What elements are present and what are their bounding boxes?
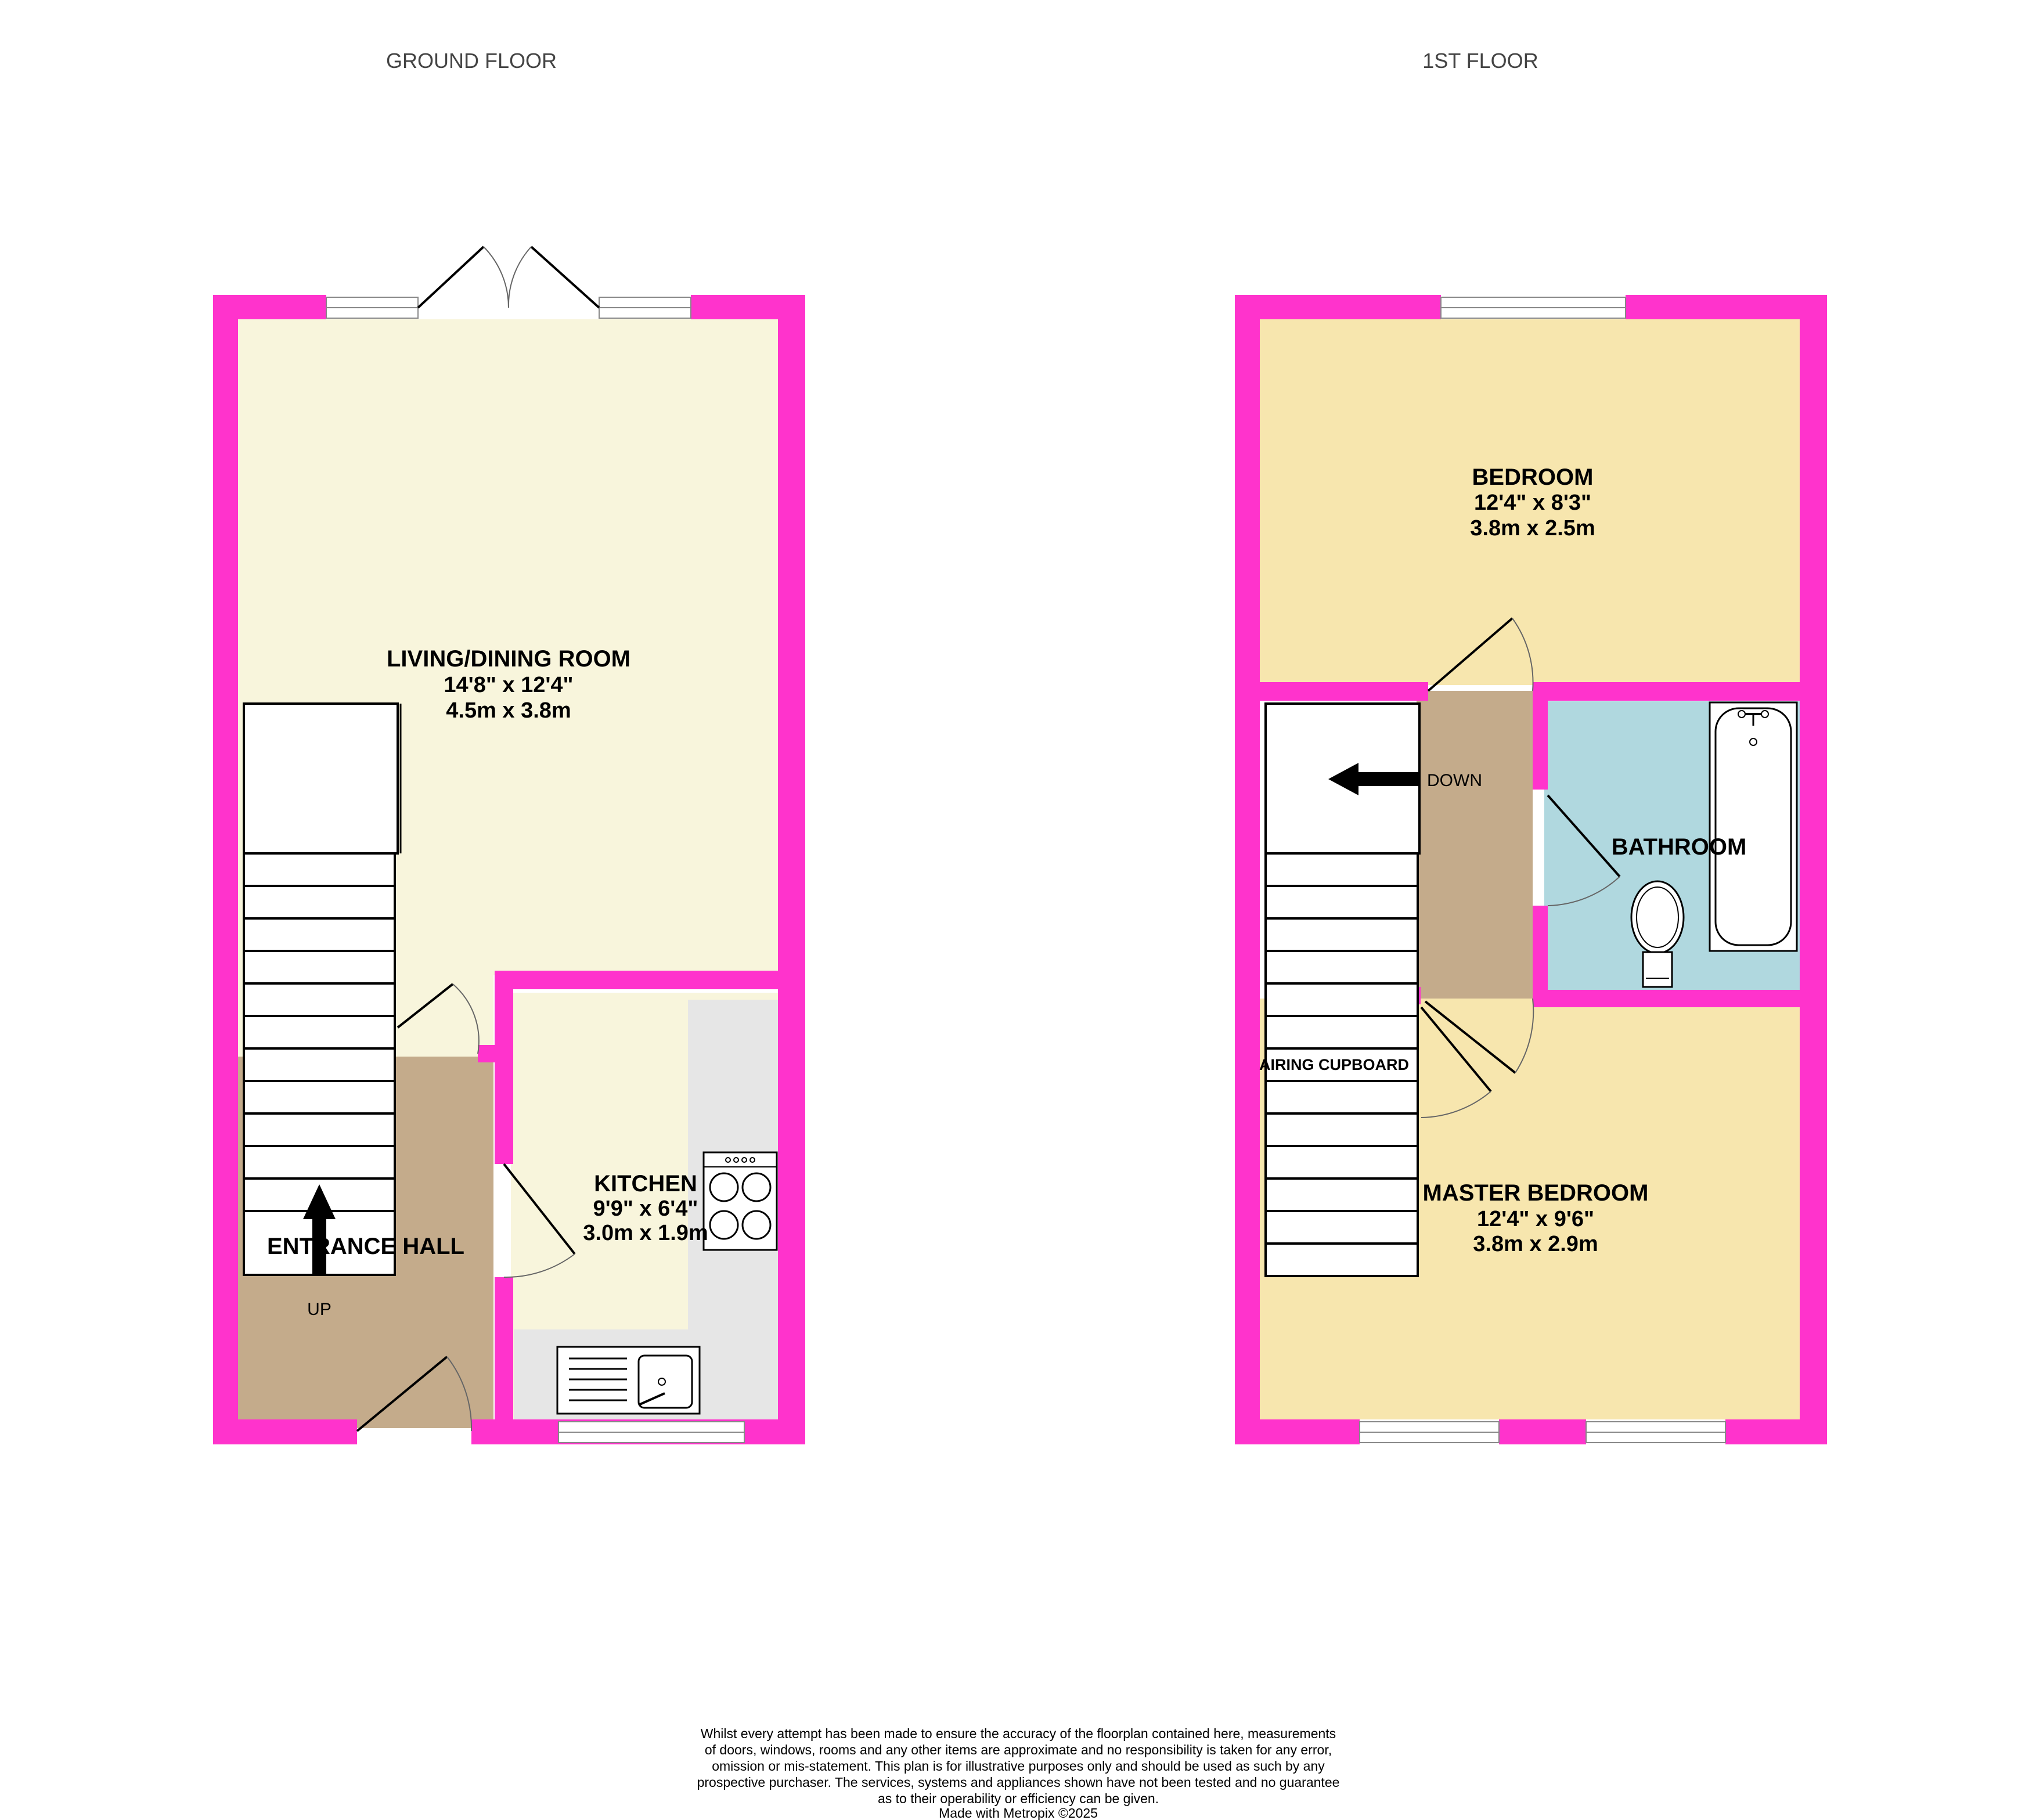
landing-floor bbox=[1417, 691, 1533, 999]
hob-icon bbox=[704, 1152, 777, 1250]
bathroom-name: BATHROOM bbox=[1611, 834, 1747, 860]
disclaimer bbox=[697, 1726, 1340, 1820]
bathroom-wall-left-upper bbox=[1533, 682, 1548, 790]
entrance-hall-name: ENTRANCE HALL bbox=[267, 1234, 464, 1259]
first-wall-top-left bbox=[1235, 295, 1441, 319]
ground-wall-right bbox=[778, 295, 805, 1444]
ground-wall-left bbox=[213, 295, 238, 1444]
bedroom-imperial: 12'4" x 8'3" bbox=[1473, 491, 1592, 515]
first-wall-left bbox=[1235, 295, 1260, 1444]
first-wall-bottom-1 bbox=[1235, 1419, 1360, 1444]
master-bedroom-name: MASTER BEDROOM bbox=[1422, 1180, 1649, 1206]
first-floor-plan bbox=[1235, 295, 1827, 1444]
kitchen-wall-left-lower bbox=[495, 1277, 513, 1422]
living-room-name: LIVING/DINING ROOM bbox=[387, 646, 630, 672]
first-wall-bottom-3 bbox=[1725, 1419, 1827, 1444]
bedroom-wall-bottom-left bbox=[1260, 682, 1428, 701]
ground-floor-title: GROUND FLOOR bbox=[385, 49, 557, 73]
stairs-down-label: DOWN bbox=[1427, 771, 1482, 790]
first-floor-title: 1ST FLOOR bbox=[1422, 49, 1538, 73]
disclaimer-line: of doors, windows, rooms and any other items are approximate and no responsibility is taken for any error, bbox=[704, 1742, 1332, 1757]
first-wall-top-right bbox=[1626, 295, 1827, 319]
french-doors bbox=[418, 247, 599, 308]
first-wall-bottom-2 bbox=[1499, 1419, 1586, 1444]
ground-staircase bbox=[244, 704, 401, 1275]
stairs-up-label: UP bbox=[307, 1300, 331, 1319]
ground-floor-plan bbox=[213, 247, 805, 1444]
first-staircase bbox=[1266, 704, 1419, 1276]
ground-wall-top-right bbox=[691, 295, 805, 319]
kitchen-wall-top bbox=[495, 971, 778, 989]
disclaimer-line: omission or mis-statement. This plan is for illustrative purposes only and should be used as such by any bbox=[712, 1758, 1325, 1774]
hall-wall-stub bbox=[478, 1045, 495, 1062]
disclaimer-line: prospective purchaser. The services, systems and appliances shown have not been tested and no guarantee bbox=[697, 1775, 1340, 1790]
ground-wall-top-left bbox=[213, 295, 326, 319]
disclaimer-line: Whilst every attempt has been made to ensure the accuracy of the floorplan contained here, measurements bbox=[700, 1726, 1336, 1741]
kitchen-wall-left-upper bbox=[495, 971, 513, 1164]
living-room-imperial: 14'8" x 12'4" bbox=[444, 673, 574, 697]
kitchen-metric: 3.0m x 1.9m bbox=[583, 1221, 708, 1245]
master-bedroom-imperial: 12'4" x 9'6" bbox=[1476, 1207, 1595, 1231]
sink-icon bbox=[557, 1347, 700, 1414]
bedroom-name: BEDROOM bbox=[1472, 464, 1594, 490]
disclaimer-line: as to their operability or efficiency can be given. bbox=[877, 1791, 1159, 1806]
bedroom-metric: 3.8m x 2.5m bbox=[1470, 516, 1595, 540]
bathroom-wall-top bbox=[1533, 682, 1800, 701]
kitchen-imperial: 9'9" x 6'4" bbox=[593, 1196, 698, 1221]
bath-icon bbox=[1710, 702, 1797, 951]
ground-wall-bottom-left bbox=[213, 1419, 357, 1444]
kitchen-name: KITCHEN bbox=[594, 1171, 697, 1196]
airing-cupboard-label: AIRING CUPBOARD bbox=[1259, 1056, 1410, 1073]
disclaimer-credit: Made with Metropix ©2025 bbox=[939, 1805, 1098, 1820]
bathroom-wall-bottom bbox=[1533, 990, 1800, 1007]
master-bedroom-metric: 3.8m x 2.9m bbox=[1473, 1232, 1598, 1256]
living-room-metric: 4.5m x 3.8m bbox=[446, 698, 571, 723]
first-wall-right bbox=[1800, 295, 1827, 1444]
